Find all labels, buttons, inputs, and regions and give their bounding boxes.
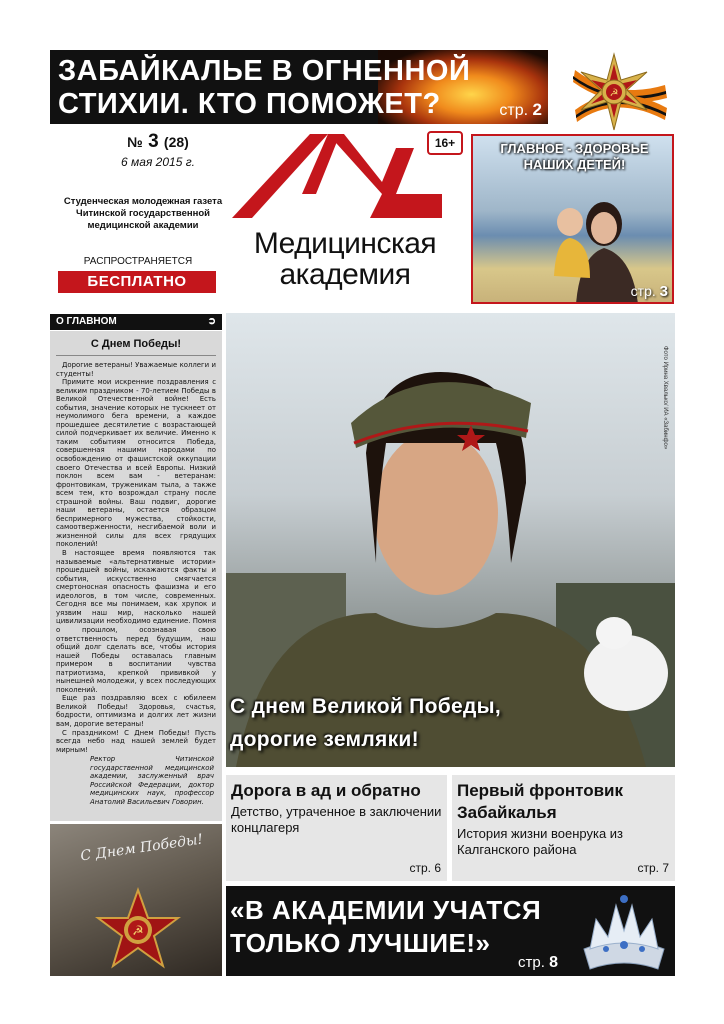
article-headline: Дорога в ад и обратно (231, 781, 421, 800)
title-line-2: академия (279, 258, 411, 291)
age-rating-badge: 16+ (427, 131, 463, 155)
health-teaser-title: ГЛАВНОЕ - ЗДОРОВЬЕ НАШИХ ДЕТЕЙ! (500, 141, 649, 172)
newspaper-title (230, 228, 460, 290)
svg-text:☭: ☭ (609, 88, 619, 99)
bottom-banner[interactable] (226, 886, 675, 976)
bottom-banner-page: стр. 8 (518, 954, 558, 971)
crown-icon (576, 889, 672, 973)
academy-logo-icon (232, 130, 442, 230)
article-page: стр. 7 (637, 861, 669, 875)
distribution-label: РАСПРОСТРАНЯЕТСЯ (83, 256, 193, 267)
bottom-banner-headline (230, 894, 541, 960)
arrow-icon: ➲ (207, 316, 216, 327)
article-page: стр. 6 (409, 861, 441, 875)
victory-card-script: С Днем Победы! (79, 831, 204, 865)
health-teaser[interactable] (471, 134, 674, 304)
editorial-title: С Днем Победы! (56, 338, 216, 356)
article-headline: Первый фронтовик Забайкалья (457, 781, 624, 822)
title-line-1: Медицинская (253, 227, 437, 260)
bottom-banner-line-1: «В АКАДЕМИИ УЧАТСЯ (230, 895, 542, 925)
editorial-paragraph: С праздником! С Днем Победы! Пусть всегда небо над нашей землей будет мирным! (56, 728, 216, 754)
editorial-article (50, 331, 222, 821)
photo-credit: Фото Ирина Хвалько/ ИА «Забинфо» (662, 346, 668, 450)
newspaper-description: Студенческая молодежная газета Читинской государственной медицинской академии (63, 196, 223, 231)
hero-photo (226, 313, 675, 767)
top-banner-headline: ЗАБАЙКАЛЬЕ В ОГНЕННОЙ СТИХИИ. КТО ПОМОЖЕТ? (58, 55, 471, 120)
hero-caption-line-1: С днем Великой Победы, (230, 695, 501, 718)
editorial-paragraph: В настоящее время появляются так называемые «альтернативные истории» прошедшей войны, искажаются факты и события, искусственно смягчается смертоносная опасность фашизма и его идеологов, в том числе, современных. Сегодня все мы понимаем, как хрупок и уязвим наш мир, насколько нашей цивилизации необходимо единение. Помня о прошлом, осознавая свою ответственность перед будущим, наш общий долг сделать все, чтобы история нашей Победы оставалась главным примером в воспитании чувства патриотизма, крепкой прививкой у нынешней молодежи, у всех последующих поколений. (56, 549, 216, 694)
section-header (50, 314, 222, 330)
editorial-paragraph: Примите мои искренние поздравления с великим праздником - 70-летием Победы в Великой Отечественной войне! Есть события, значение которых не тускнеет от неумолимого бега времени, а каждое прошедшее десятилетие с возрастающей силой подчеркивает их величие. Именно к таким событиям относится Победа, совершенная нашими народами по освобождению от фашистской оккупации своего Отечества и всей Европы. Низкий поклон всем вам - ветеранам: фронтовикам, труженикам тыла, а также всем тем, кто возрождал страну после страшной войны. Ваш подвиг, дорогие наши ветераны, остается образцом беспримерного мужества, стойкости, самоотверженности, несгибаемой воли и жизненной силы для всех грядущих поколений! (56, 378, 216, 549)
article-teaser[interactable] (226, 775, 447, 881)
svg-text:☭: ☭ (132, 924, 144, 939)
hero-caption (230, 690, 501, 756)
article-summary: История жизни военрука из Калганского района (457, 826, 624, 857)
top-banner-page: стр. 2 (499, 100, 542, 119)
red-star-medal-icon (88, 884, 188, 976)
editorial-paragraph: Еще раз поздравляю всех с юбилеем Великой Победы! Здоровья, счастья, бодрости, оптимизма и долгих лет жизни вам, дорогие ветераны! (56, 694, 216, 728)
article-summary: Детство, утраченное в заключении концлагеря (231, 804, 442, 835)
mother-child-photo (528, 186, 638, 304)
issue-number: № 3 (28) (127, 131, 189, 152)
victory-day-card (50, 824, 222, 976)
editorial-signature: Ректор Читинской государственной медицинской академии, заслуженный врач Российской Федерации, доктор медицинских наук, профессор Анатолий Васильевич Говорин. (90, 755, 214, 806)
top-banner[interactable] (50, 50, 548, 124)
bottom-banner-line-2: ТОЛЬКО ЛУЧШИЕ!» (230, 928, 491, 958)
editorial-paragraph: Дорогие ветераны! Уважаемые коллеги и студенты! (56, 361, 216, 378)
order-medal-icon (555, 50, 673, 136)
hero-caption-line-2: дорогие земляки! (230, 728, 419, 751)
issue-date: 6 мая 2015 г. (121, 155, 195, 169)
health-teaser-page: стр. 3 (630, 283, 668, 300)
issue-info (98, 131, 218, 169)
free-badge: БЕСПЛАТНО (58, 271, 216, 293)
article-teaser[interactable] (452, 775, 675, 881)
section-label: О ГЛАВНОМ (56, 316, 117, 327)
